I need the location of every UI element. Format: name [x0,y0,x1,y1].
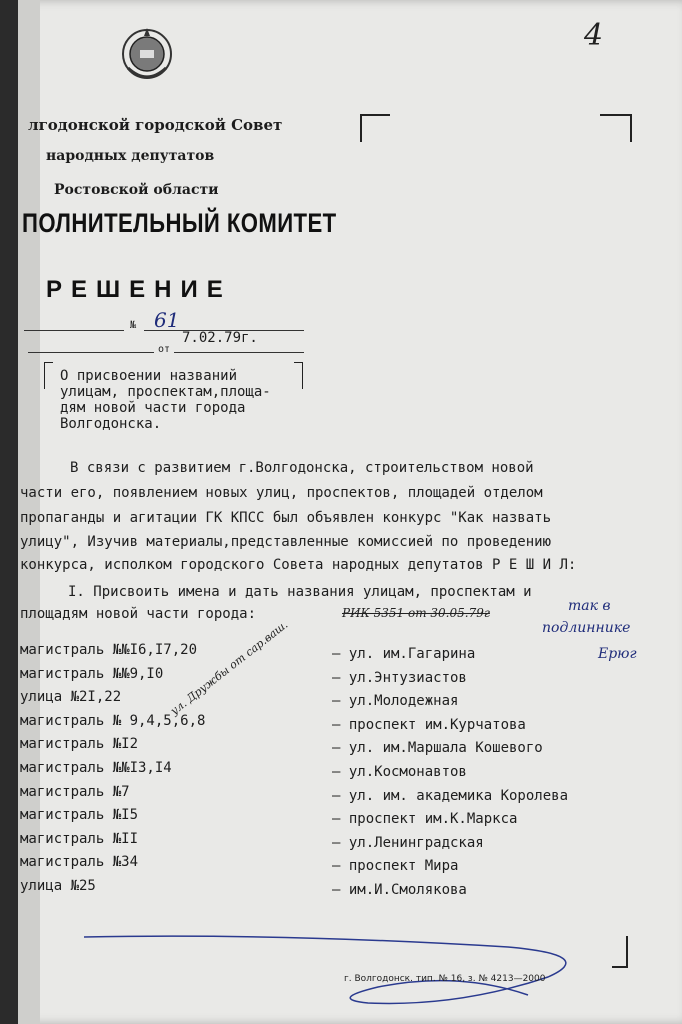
handwritten-diagonal-note: ул. Дружбы от сар.ваш. [167,618,291,718]
state-emblem-icon [116,24,178,88]
number-line-left [24,330,124,331]
subject-line-4: Волгодонска. [60,416,162,432]
list-item: магистраль №I5 [20,807,139,824]
list-item: – ул.Космонавтов [332,763,467,780]
document-page [18,0,682,1024]
decision-date: 7.02.79г. [182,330,258,346]
subject-bracket-right [294,362,303,389]
corner-mark-left [360,114,390,142]
list-item: – ул. им.Маршала Кошевого [332,740,543,757]
list-item: магистраль №№9,I0 [20,665,164,682]
list-item: – ул.Энтузиастов [332,669,467,686]
list-item: – проспект Мира [332,858,459,875]
list-item: магистраль №№I6,I7,20 [20,642,198,658]
list-item: – ул.Молодежная [332,693,459,710]
region-name: Ростовской области [54,182,219,198]
street-list-right [332,646,672,906]
body-line-4: улицу", Изучив материалы,представленные комиссией по проведению [20,534,552,550]
list-item: магистраль №№I3,I4 [20,759,172,776]
subject-bracket-left [44,362,53,389]
print-footer: г. Волгодонск. тип. № 16, з. № 4213—2000 [344,974,546,984]
council-subtitle: народных депутатов [46,148,215,164]
list-item: улица №2I,22 [20,689,122,706]
decision-title: РЕШЕНИЕ [46,276,232,303]
date-line [174,352,304,353]
number-label: № [130,320,137,331]
list-item: улица №25 [20,877,96,894]
street-list-left [20,642,340,902]
corner-mark-bottom [612,936,628,968]
committee-title: ПОЛНИТЕЛЬНЫЙ КОМИТЕТ [22,208,337,238]
body-line-3: пропаганды и агитации ГК КПСС был объявлен конкурс "Как назвать [20,510,552,526]
subject-line-1: О присвоении названий [60,368,238,384]
decision-number: 61 [154,308,180,332]
handwritten-note-1: так в [568,598,611,614]
body-line-2: части его, появлением новых улиц, проспектов, площадей отделом [20,485,543,501]
corner-mark-right [600,114,632,142]
body-line-7: площадям новой части города: [20,606,257,622]
body-line-6: I. Присвоить имена и дать названия улицам, проспектам и [68,584,532,600]
list-item: магистраль №I2 [20,736,139,753]
list-item: – ул. им. академика Королева [332,787,569,804]
subject-line-2: улицам, проспектам,площа- [60,384,271,400]
handwritten-note-2: подлиннике [542,620,631,636]
list-item: – ул.Ленинградская [332,834,484,851]
body-line-1: В связи с развитием г.Волгодонска, строительством новой [70,460,534,476]
page-number: 4 [584,18,604,53]
date-label: от [158,344,171,355]
list-item: магистраль №34 [20,854,139,871]
list-item: магистраль №II [20,830,139,847]
handwritten-note-3: Ерюг [598,646,637,662]
body-line-5: конкурса, исполком городского Совета народных депутатов Р Е Ш И Л: [20,557,577,573]
list-item: – ул. им.Гагарина [332,646,476,662]
subject-line-3: дям новой части города [60,400,246,416]
list-item: – проспект им.Курчатова [332,716,526,733]
list-item: магистраль № 9,4,5,6,8 [20,712,206,729]
list-item: – им.И.Смолякова [332,881,467,898]
list-item: магистраль №7 [20,783,130,800]
list-item: – проспект им.К.Маркса [332,811,518,828]
council-name: лгодонской городской Совет [28,116,283,134]
struck-reference: РИК 5351 от 30.05.79г [342,606,490,620]
signature-scribble [78,925,638,1020]
date-line-left [28,352,154,353]
